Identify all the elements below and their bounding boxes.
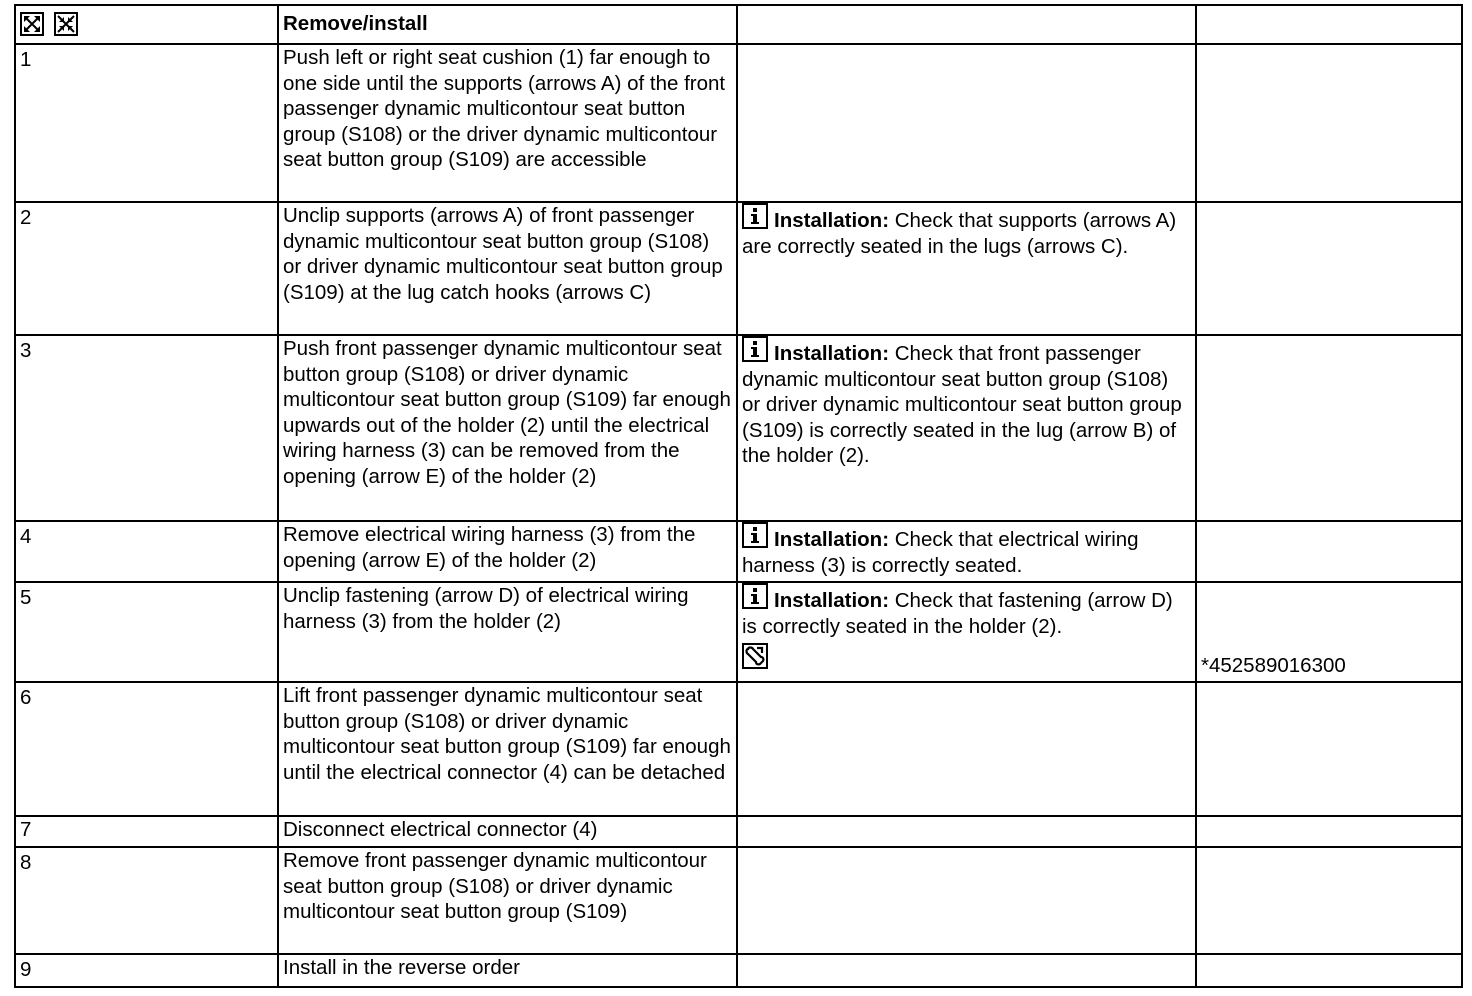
installation-note: Check that electrical wiring harness (3) is correctly seated. [742,528,1139,577]
note-cell [737,582,1196,682]
table-row [15,816,1462,847]
step-instruction: Remove front passenger dynamic multicontour seat button group (S108) or driver dynamic multicontour seat button group (S109) [283,849,707,923]
table-header-row [15,5,1462,44]
step-instruction: Lift front passenger dynamic multicontour seat button group (S108) or driver dynamic multicontour seat button group (S109) far enough until the electrical connector (4) can be detached [283,684,731,784]
reference-cell [1196,44,1462,202]
table-row [15,954,1462,987]
reference-cell [1196,816,1462,847]
procedure-title: Remove/install [283,12,428,35]
note-cell [737,202,1196,335]
info-icon[interactable] [742,522,768,548]
table-row [15,44,1462,202]
table-row [15,202,1462,335]
expand-all-icon[interactable] [20,12,44,36]
step-instruction: Remove electrical wiring harness (3) from the opening (arrow E) of the holder (2) [283,523,696,572]
special-tool-icon[interactable] [742,643,768,669]
table-row [15,847,1462,954]
step-number: 6 [20,686,32,709]
step-number: 7 [20,818,32,841]
note-cell [737,521,1196,582]
step-number: 4 [20,525,32,548]
step-instruction: Install in the reverse order [283,956,521,979]
table-row [15,582,1462,682]
table-row [15,521,1462,582]
note-cell [737,954,1196,987]
step-instruction: Push left or right seat cushion (1) far enough to one side until the supports (arrows A) of the front passenger dynamic multicontour seat button group (S108) or the driver dynamic multicontour seat button group (S109) are accessible [283,46,726,171]
installation-note: Check that front passenger dynamic multicontour seat button group (S108) or driver dynamic multicontour seat button group (S109) is correctly seated in the lug (arrow B) of the holder (2). [742,342,1182,467]
reference-cell [1196,954,1462,987]
step-instruction: Push front passenger dynamic multicontour seat button group (S108) or driver dynamic multicontour seat button group (S109) far enough upwards out of the holder (2) until the electrical wiring harness (3) can be removed from the opening (arrow E) of the holder (2) [283,337,731,488]
step-number: 3 [20,339,32,362]
step-number: 9 [20,958,32,981]
note-label: Installation: [774,528,890,551]
note-cell [737,682,1196,816]
note-label: Installation: [774,342,890,365]
note-label: Installation: [774,209,890,232]
reference-cell [1196,521,1462,582]
note-cell [737,335,1196,521]
step-instruction: Unclip supports (arrows A) of front passenger dynamic multicontour seat button group (S108) or driver dynamic multicontour seat button group (S109) at the lug catch hooks (arrows C) [283,204,723,304]
installation-note: Check that fastening (arrow D) is correctly seated in the holder (2). [742,589,1173,638]
reference-cell [1196,582,1462,682]
header-title-cell [278,5,737,44]
note-label: Installation: [774,589,890,612]
step-number: 2 [20,206,32,229]
header-empty-cell [737,5,1196,44]
header-icons-cell [15,5,278,44]
reference-cell [1196,682,1462,816]
step-number: 5 [20,586,32,609]
table-row [15,335,1462,521]
installation-note: Check that supports (arrows A) are correctly seated in the lugs (arrows C). [742,209,1177,258]
info-icon[interactable] [742,583,768,609]
note-cell [737,816,1196,847]
note-cell [737,847,1196,954]
tool-reference-number[interactable]: *452589016300 [1201,654,1346,677]
reference-cell [1196,847,1462,954]
info-icon[interactable] [742,203,768,229]
header-empty-cell [1196,5,1462,44]
table-row [15,682,1462,816]
step-instruction: Disconnect electrical connector (4) [283,818,598,841]
collapse-all-icon[interactable] [54,12,78,36]
procedure-table [14,4,1463,988]
step-number: 8 [20,851,32,874]
info-icon[interactable] [742,336,768,362]
reference-cell [1196,335,1462,521]
note-cell [737,44,1196,202]
reference-cell [1196,202,1462,335]
step-number: 1 [20,48,32,71]
step-instruction: Unclip fastening (arrow D) of electrical wiring harness (3) from the holder (2) [283,584,689,633]
